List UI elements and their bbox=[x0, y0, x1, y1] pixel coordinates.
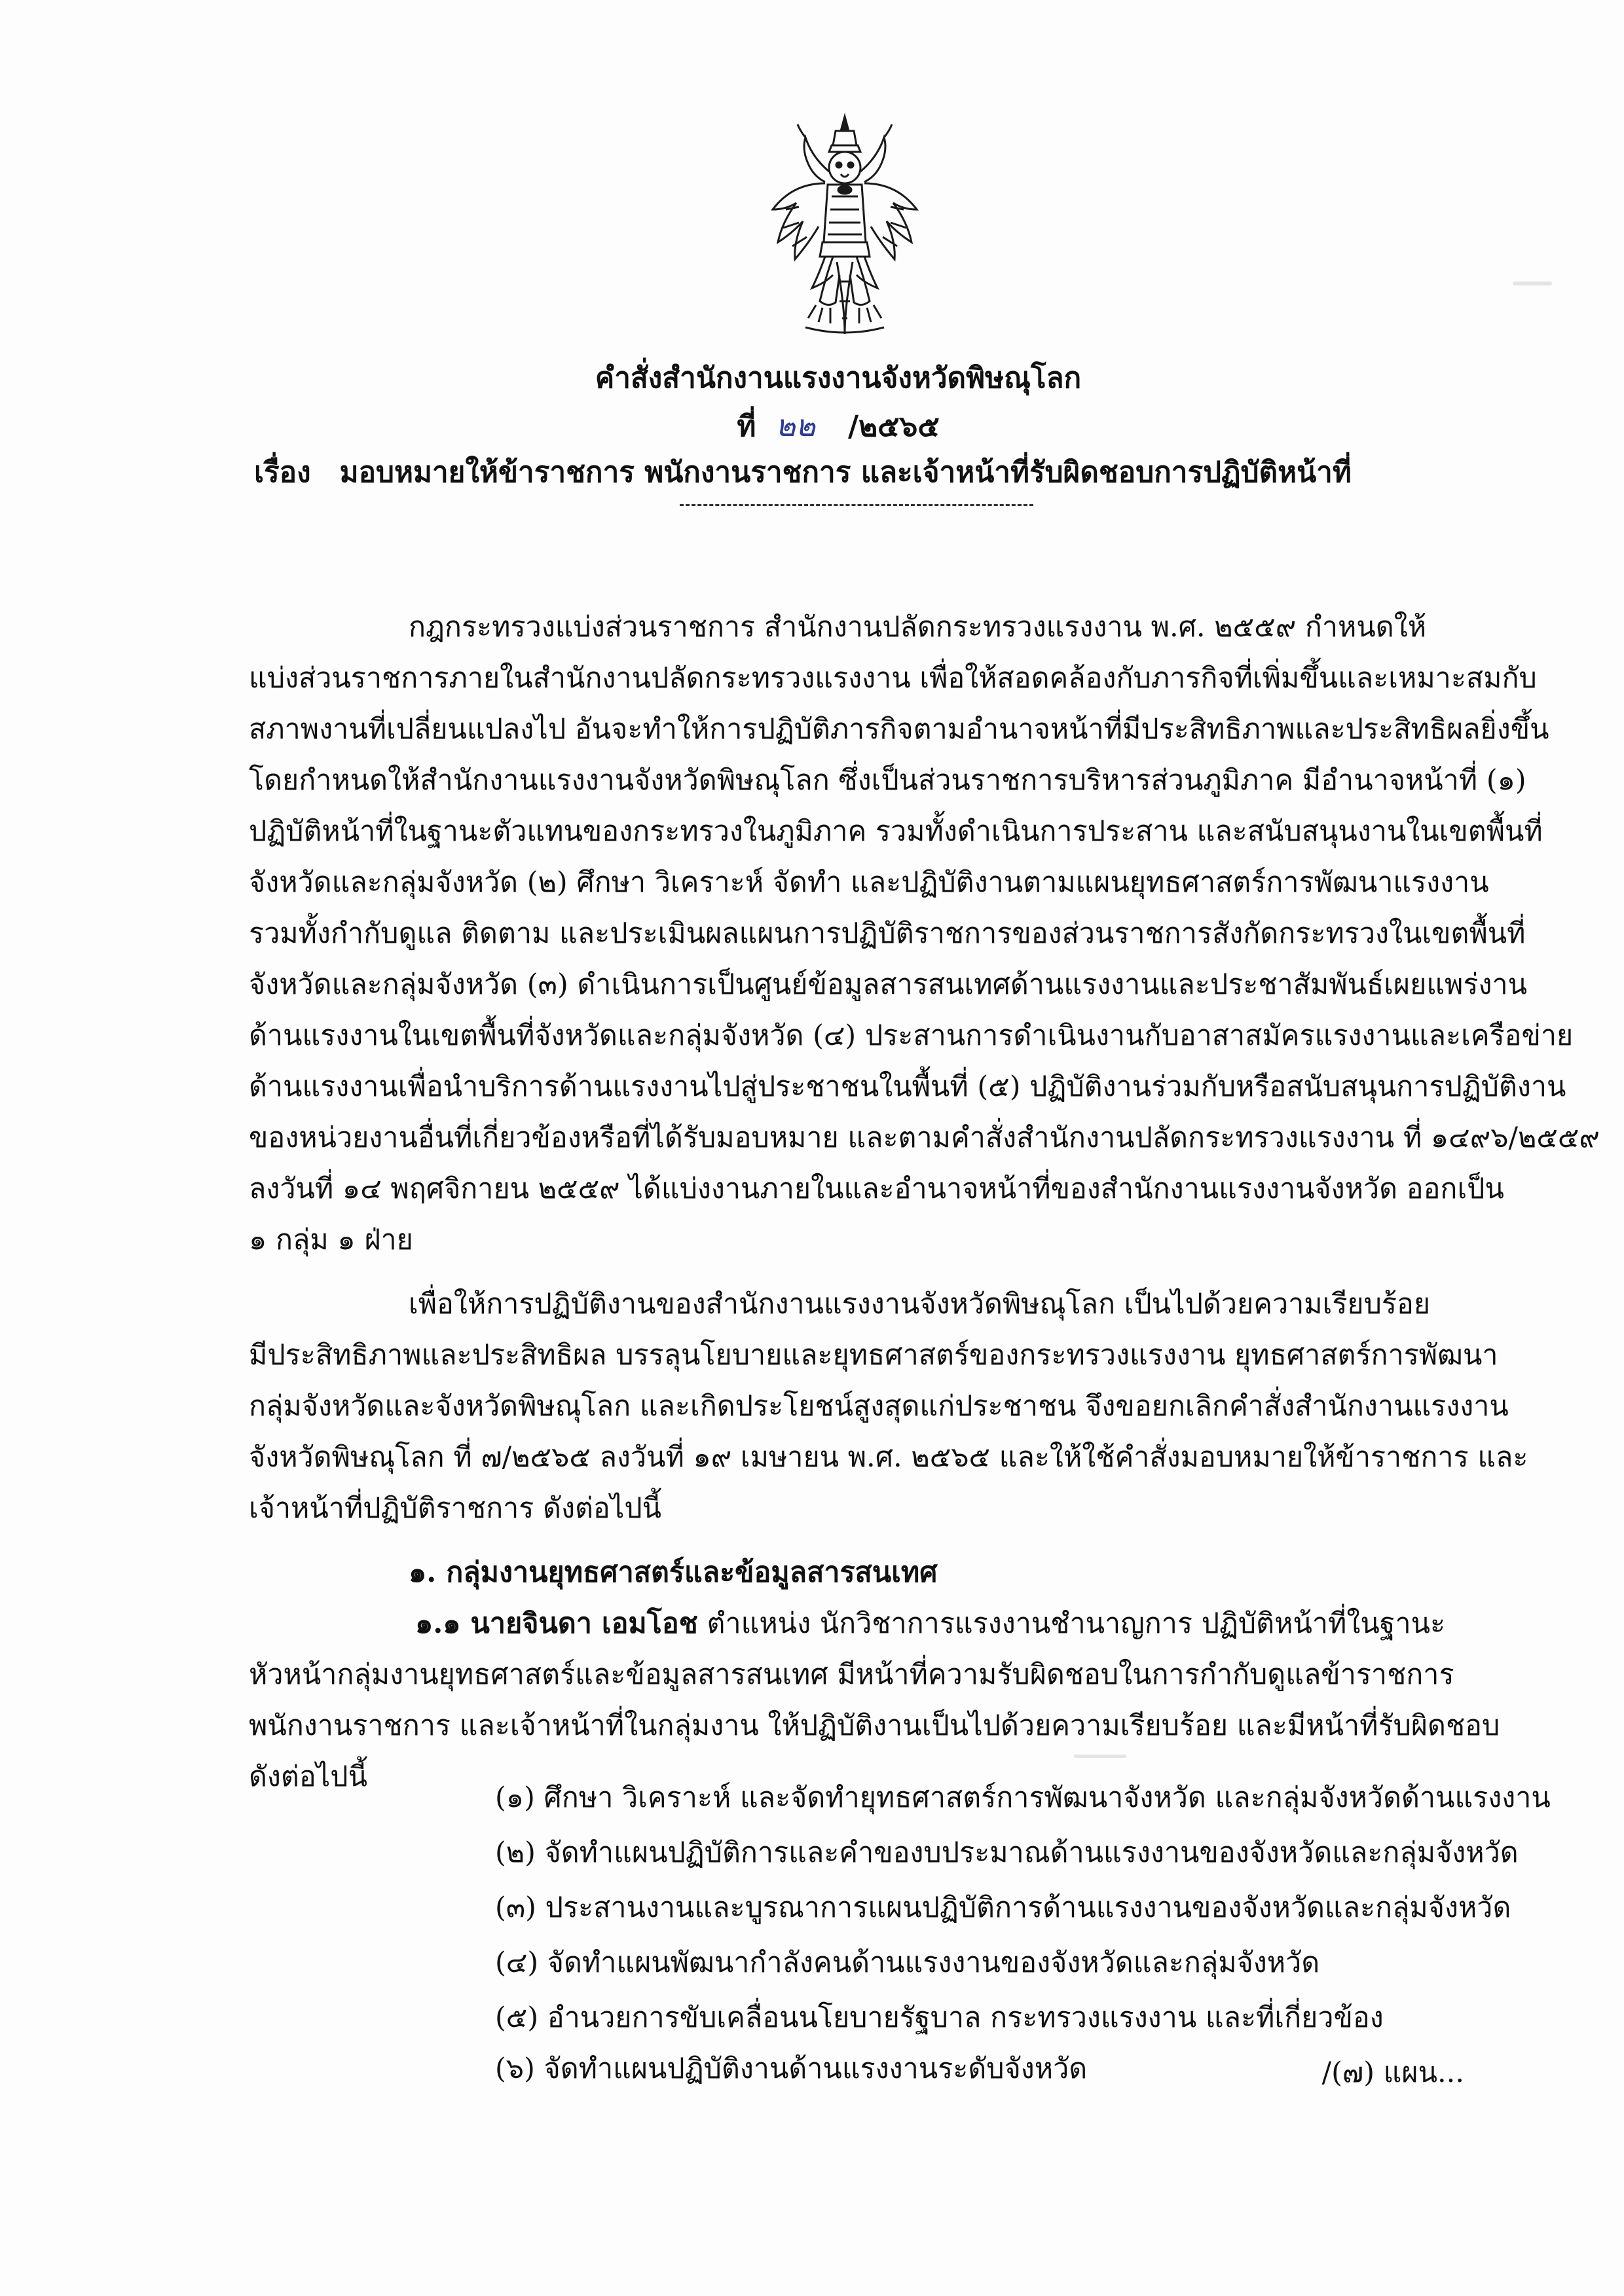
subsection-line: ดังต่อไปนี้ bbox=[249, 1760, 367, 1793]
subject-text: มอบหมายให้ข้าราชการ พนักงานราชการ และเจ้าหน้าที่รับผิดชอบการปฏิบัติหน้าที่ bbox=[339, 456, 1352, 489]
duty-item: (๖) จัดทำแผนปฏิบัติงานด้านแรงงานระดับจังหวัด bbox=[495, 2052, 1088, 2085]
paragraph-line: กฎกระทรวงแบ่งส่วนราชการ สำนักงานปลัดกระทรวงแรงงาน พ.ศ. ๒๕๕๙ กำหนดให้ bbox=[409, 611, 1427, 644]
order-title: คำสั่งสำนักงานแรงงานจังหวัดพิษณุโลก bbox=[595, 361, 1082, 395]
continuation-marker: /(๗) แผน... bbox=[1321, 2056, 1464, 2089]
paragraph-line: แบ่งส่วนราชการภายในสำนักงานปลัดกระทรวงแรงงาน เพื่อให้สอดคล้องกับภารกิจที่เพิ่มขึ้นและเหมาะสมกับ bbox=[249, 662, 1537, 695]
paragraph-line: จังหวัดและกลุ่มจังหวัด (๓) ดำเนินการเป็นศูนย์ข้อมูลสารสนเทศด้านแรงงานและประชาสัมพันธ์เผยแพร่งาน bbox=[249, 968, 1528, 1001]
order-number-handwritten: ๒๒ bbox=[775, 408, 816, 443]
duty-item: (๓) ประสานงานและบูรณาการแผนปฏิบัติการด้านแรงงานของจังหวัดและกลุ่มจังหวัด bbox=[495, 1891, 1511, 1924]
subsection-first-line-rest: ตำแหน่ง นักวิชาการแรงงานชำนาญการ ปฏิบัติหน้าที่ในฐานะ bbox=[697, 1607, 1446, 1640]
duty-item: (๑) ศึกษา วิเคราะห์ และจัดทำยุทธศาสตร์การพัฒนาจังหวัด และกลุ่มจังหวัดด้านแรงงาน bbox=[495, 1781, 1551, 1814]
subject-line bbox=[254, 453, 1352, 492]
paragraph-line: ปฏิบัติหน้าที่ในฐานะตัวแทนของกระทรวงในภูมิภาค รวมทั้งดำเนินการประสาน และสนับสนุนงานในเขตพื้นที่ bbox=[249, 815, 1543, 848]
duty-item: (๕) อำนวยการขับเคลื่อนนโยบายรัฐบาล กระทรวงแรงงาน และที่เกี่ยวข้อง bbox=[495, 2001, 1384, 2034]
paragraph-line: ด้านแรงงานในเขตพื้นที่จังหวัดและกลุ่มจังหวัด (๔) ประสานการดำเนินงานกับอาสาสมัครแรงงานและเครือข่าย bbox=[249, 1019, 1574, 1052]
duty-item: (๔) จัดทำแผนพัฒนากำลังคนด้านแรงงานของจังหวัดและกลุ่มจังหวัด bbox=[495, 1946, 1320, 1979]
paragraph-line: เพื่อให้การปฏิบัติงานของสำนักงานแรงงานจังหวัดพิษณุโลก เป็นไปด้วยความเรียบร้อย bbox=[409, 1288, 1431, 1321]
paragraph-line: สภาพงานที่เปลี่ยนแปลงไป อันจะทำให้การปฏิบัติภารกิจตามอำนาจหน้าที่มีประสิทธิภาพและประสิทธิผลยิ่งขึ้น bbox=[249, 713, 1549, 746]
scan-artifact bbox=[1074, 1755, 1126, 1758]
order-number-label: ที่ bbox=[737, 410, 756, 443]
paragraph-line: จังหวัดพิษณุโลก ที่ ๗/๒๕๖๕ ลงวันที่ ๑๙ เมษายน พ.ศ. ๒๕๖๕ และให้ใช้คำสั่งมอบหมายให้ข้าราชการ และ bbox=[249, 1441, 1528, 1474]
paragraph-line: ลงวันที่ ๑๔ พฤศจิกายน ๒๕๕๙ ได้แบ่งงานภายในและอำนาจหน้าที่ของสำนักงานแรงงานจังหวัด ออกเป็น bbox=[249, 1173, 1504, 1205]
paragraph-line: กลุ่มจังหวัดและจังหวัดพิษณุโลก และเกิดประโยชน์สูงสุดแก่ประชาชน จึงขอยกเลิกคำสั่งสำนักงานแรงงาน bbox=[249, 1390, 1509, 1423]
order-number-year: /๒๕๖๕ bbox=[848, 410, 940, 443]
subsection-line: พนักงานราชการ และเจ้าหน้าที่ในกลุ่มงาน ให้ปฏิบัติงานเป็นไปด้วยความเรียบร้อย และมีหน้าที่รับผิดชอบ bbox=[249, 1709, 1500, 1742]
order-number bbox=[26, 406, 1624, 446]
paragraph-line: ด้านแรงงานเพื่อนำบริการด้านแรงงานไปสู่ประชาชนในพื้นที่ (๕) ปฏิบัติงานร่วมกับหรือสนับสนุนการปฏิบัติงาน bbox=[249, 1070, 1566, 1103]
duty-item: (๒) จัดทำแผนปฏิบัติการและคำของบประมาณด้านแรงงานของจังหวัดและกลุ่มจังหวัด bbox=[495, 1836, 1519, 1869]
header-divider bbox=[680, 504, 1033, 506]
subsection-number-name: ๑.๑ นายจินดา เอมโอช bbox=[415, 1607, 698, 1640]
paragraph-line: เจ้าหน้าที่ปฏิบัติราชการ ดังต่อไปนี้ bbox=[249, 1492, 662, 1525]
garuda-emblem-icon bbox=[760, 111, 930, 340]
subject-label: เรื่อง bbox=[254, 456, 311, 489]
paragraph-line: โดยกำหนดให้สำนักงานแรงงานจังหวัดพิษณุโลก ซึ่งเป็นส่วนราชการบริหารส่วนภูมิภาค มีอำนาจหน้าที่ (๑) bbox=[249, 764, 1526, 797]
paragraph-line: ๑ กลุ่ม ๑ ฝ่าย bbox=[249, 1224, 413, 1256]
section-heading: ๑. กลุ่มงานยุทธศาสตร์และข้อมูลสารสนเทศ bbox=[409, 1556, 938, 1589]
paragraph-line: มีประสิทธิภาพและประสิทธิผล บรรลุนโยบายและยุทธศาสตร์ของกระทรวงแรงงาน ยุทธศาสตร์การพัฒนา bbox=[249, 1339, 1498, 1372]
subsection-first-line bbox=[415, 1604, 1445, 1643]
paragraph-line: ของหน่วยงานอื่นที่เกี่ยวข้องหรือที่ได้รับมอบหมาย และตามคำสั่งสำนักงานปลัดกระทรวงแรงงาน ที่ ๑๔๙๖/๒๕๕๙ bbox=[249, 1121, 1600, 1154]
paragraph-line: จังหวัดและกลุ่มจังหวัด (๒) ศึกษา วิเคราะห์ จัดทำ และปฏิบัติงานตามแผนยุทธศาสตร์การพัฒนาแรงงาน bbox=[249, 866, 1489, 899]
subsection-line: หัวหน้ากลุ่มงานยุทธศาสตร์และข้อมูลสารสนเทศ มีหน้าที่ความรับผิดชอบในการกำกับดูแลข้าราชการ bbox=[249, 1658, 1454, 1691]
scan-artifact bbox=[1513, 282, 1552, 285]
paragraph-line: รวมทั้งกำกับดูแล ติดตาม และประเมินผลแผนการปฏิบัติราชการของส่วนราชการสังกัดกระทรวงในเขตพื้นที่ bbox=[249, 917, 1526, 950]
